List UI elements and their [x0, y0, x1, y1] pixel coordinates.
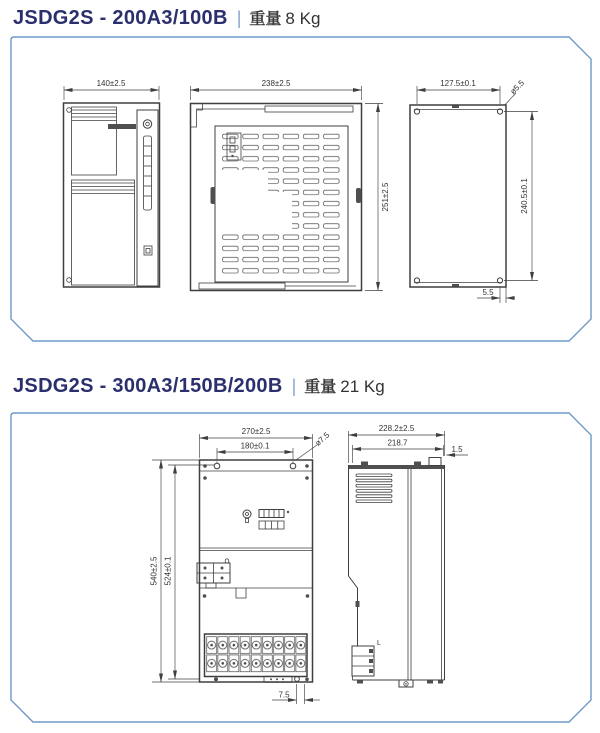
dim-mount-pitch-height: 240.5±0.1: [520, 178, 529, 214]
drawing-panel-1: [0, 34, 600, 348]
dim-side-depth-inner: 218.7: [387, 438, 408, 448]
drawing-panel-2: [0, 408, 600, 733]
title-separator: |: [236, 8, 242, 28]
dim-top-height: 251±2.5: [381, 182, 390, 212]
dim-side-depth: 228.2±2.5: [378, 424, 415, 433]
weight-value: 8 Kg: [285, 9, 321, 28]
weight-label: 重量: [304, 379, 337, 396]
section1-title: [13, 6, 320, 30]
dim-front2-bottom-offset: 7.5: [278, 690, 290, 700]
terminal-block: [206, 636, 306, 673]
dim-mount-edge-offset: 5.5: [482, 288, 494, 297]
weight-value: 21 Kg: [340, 377, 385, 396]
dim-mount-pitch-width: 127.5±0.1: [440, 79, 476, 88]
dim-front2-height: 540±2.5: [149, 556, 159, 586]
front-view-drawing: [64, 79, 160, 287]
dim-top-width: 238±2.5: [261, 79, 291, 88]
model-name: JSDG2S - 300A3/150B/200B: [13, 375, 283, 397]
dim-front2-pitch-height: 524±0.1: [163, 556, 173, 586]
dim-front2-hole-dia: ø7.5: [313, 430, 332, 448]
dim-front-width: 140±2.5: [96, 79, 126, 88]
weight-label: 重量: [249, 11, 282, 28]
side-terminal-label: L: [377, 640, 381, 647]
top-view-drawing: [191, 79, 391, 291]
dim-front2-width: 270±2.5: [241, 427, 271, 436]
dim-mount-hole-dia: ø5.5: [508, 78, 527, 97]
title-separator: |: [291, 376, 297, 396]
dim-front2-pitch-width: 180±0.1: [240, 441, 270, 451]
section2-title: [13, 374, 385, 398]
model-name: JSDG2S - 200A3/100B: [13, 7, 228, 29]
dim-side-top-offset: 1.5: [451, 445, 463, 454]
